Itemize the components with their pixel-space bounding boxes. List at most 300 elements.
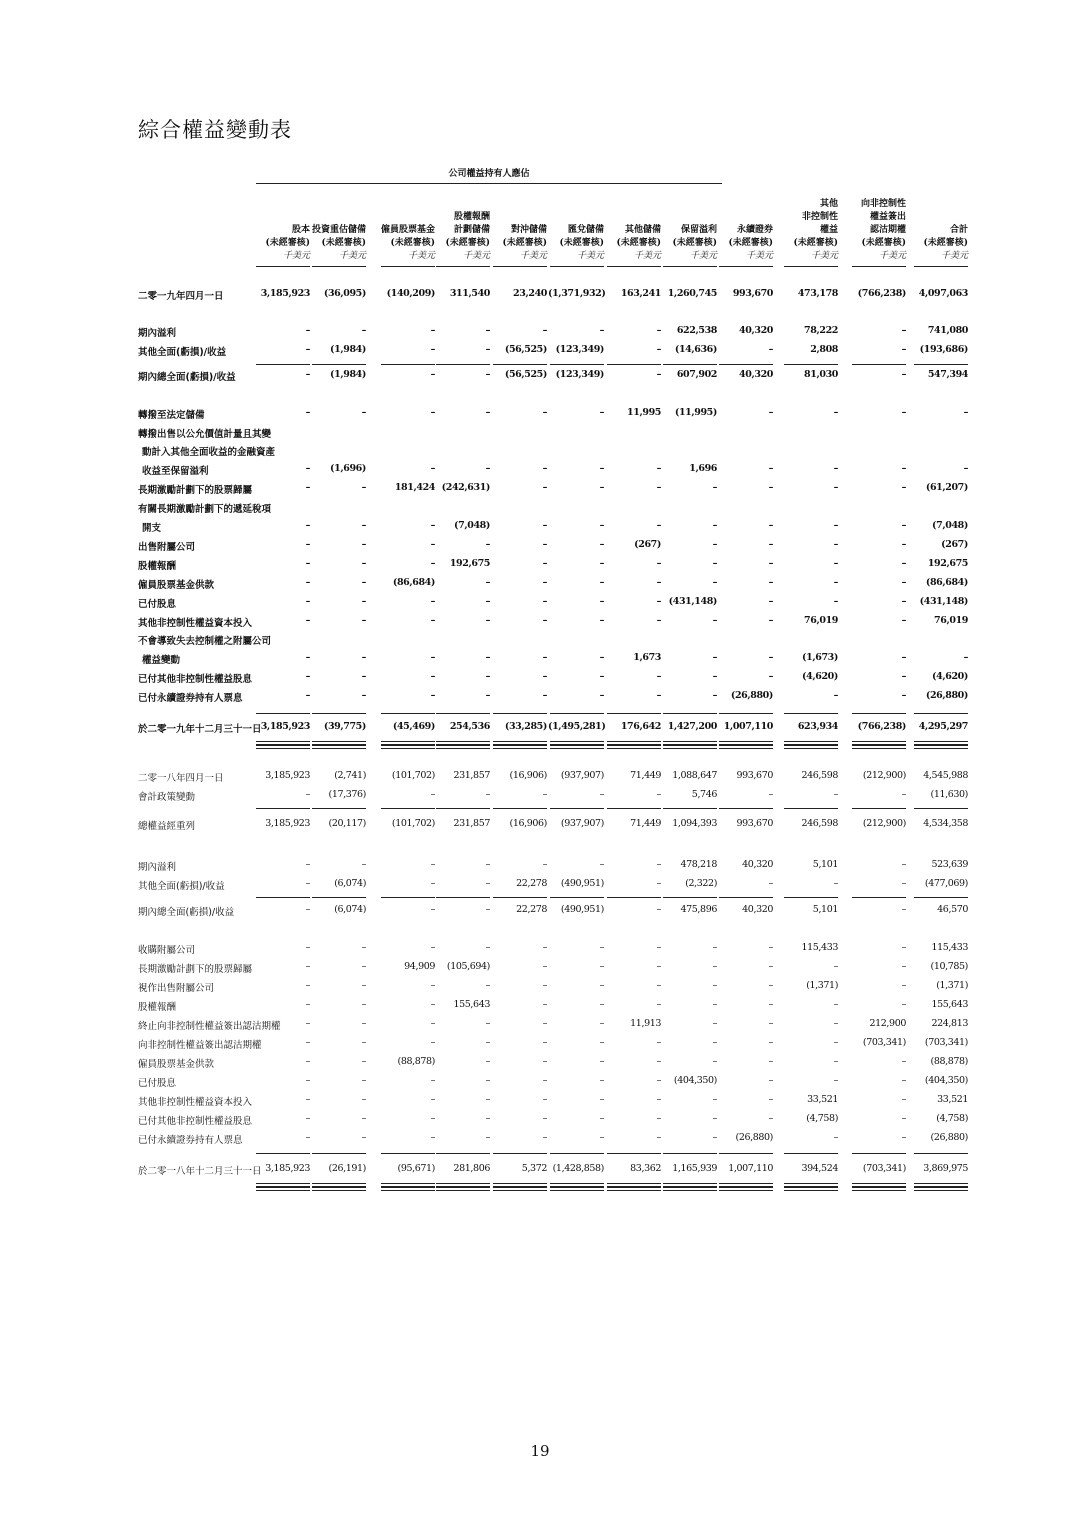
double-rule	[607, 1187, 661, 1191]
table-cell: –	[305, 344, 310, 355]
table-cell: –	[485, 904, 490, 915]
group-header: 公司權益持有人應佔	[256, 166, 722, 184]
table-cell: 473,178	[797, 288, 838, 299]
table-cell: –	[768, 1113, 773, 1124]
table-cell: –	[305, 1113, 310, 1124]
table-cell: –	[599, 577, 604, 588]
table-cell: (26,880)	[925, 690, 968, 701]
table-cell: –	[768, 1018, 773, 1029]
table-cell: –	[305, 520, 310, 531]
table-cell: 33,521	[807, 1094, 838, 1105]
table-cell: –	[656, 1056, 661, 1067]
table-cell: –	[542, 671, 547, 682]
table-cell: (490,951)	[560, 878, 604, 889]
table-cell: –	[768, 407, 773, 418]
single-rule	[436, 808, 490, 809]
table-cell: (766,238)	[857, 721, 906, 732]
table-cell: (6,074)	[334, 878, 366, 889]
row-label: 轉撥至法定儲備	[138, 410, 205, 421]
table-cell: –	[485, 1037, 490, 1048]
table-cell: –	[901, 904, 906, 915]
table-cell: (193,686)	[919, 344, 968, 355]
row-label: 僱員股票基金供款	[138, 580, 215, 591]
table-cell: –	[833, 463, 838, 474]
single-rule	[436, 713, 490, 714]
row-label: 股權報酬	[138, 1002, 177, 1013]
column-header-line: 權益	[819, 225, 838, 235]
table-cell: (16,906)	[509, 770, 547, 781]
table-cell: –	[542, 1037, 547, 1048]
table-cell: –	[542, 980, 547, 991]
single-rule	[719, 897, 773, 898]
table-cell: –	[599, 1132, 604, 1143]
table-cell: –	[599, 690, 604, 701]
single-rule	[607, 1153, 661, 1154]
table-cell: 1,260,745	[667, 288, 717, 299]
table-cell: –	[542, 325, 547, 336]
table-cell: –	[430, 942, 435, 953]
table-cell: –	[712, 671, 717, 682]
table-cell: 40,320	[742, 904, 773, 915]
single-rule	[852, 808, 906, 809]
table-cell: –	[430, 1018, 435, 1029]
table-cell: –	[305, 596, 310, 607]
table-cell: 192,675	[449, 558, 490, 569]
table-cell: –	[901, 558, 906, 569]
single-rule	[784, 897, 838, 898]
table-cell: –	[901, 344, 906, 355]
single-rule	[607, 808, 661, 809]
single-rule	[663, 266, 717, 267]
table-cell: (1,673)	[802, 652, 838, 663]
table-cell: –	[833, 1132, 838, 1143]
table-cell: –	[485, 1056, 490, 1067]
column-unit: 千美元	[462, 251, 490, 261]
table-cell: (212,900)	[862, 770, 906, 781]
column-header-line: (未經審核)	[321, 238, 366, 248]
table-cell: 4,534,358	[923, 818, 968, 829]
table-cell: (105,694)	[446, 961, 490, 972]
row-label: 其他全面(虧損)/收益	[138, 881, 225, 892]
single-rule	[493, 364, 547, 365]
table-cell: (1,696)	[330, 463, 366, 474]
single-rule	[550, 713, 604, 714]
table-cell: 741,080	[927, 325, 968, 336]
row-label: 會計政策變動	[138, 792, 196, 803]
row-label: 向非控制性權益簽出認沽期權	[138, 1040, 262, 1051]
page-title: 綜合權益變動表	[138, 118, 292, 142]
row-label: 已付其他非控制性權益股息	[138, 1116, 253, 1127]
row-label: 已付其他非控制性權益股息	[138, 674, 253, 685]
table-cell: –	[599, 463, 604, 474]
double-rule	[381, 745, 435, 749]
table-cell: –	[768, 789, 773, 800]
table-cell: –	[542, 615, 547, 626]
table-cell: –	[901, 1132, 906, 1143]
table-cell: –	[833, 596, 838, 607]
table-cell: –	[656, 596, 661, 607]
table-cell: –	[361, 961, 366, 972]
table-cell: (242,631)	[441, 482, 490, 493]
table-cell: –	[305, 961, 310, 972]
table-cell: –	[430, 344, 435, 355]
table-cell: –	[542, 859, 547, 870]
row-label: 期內總全面(虧損)/收益	[138, 372, 236, 383]
table-cell: –	[485, 980, 490, 991]
table-cell: (2,322)	[685, 878, 717, 889]
column-header-line: 權益簽出	[869, 212, 906, 222]
table-cell: –	[485, 878, 490, 889]
table-cell: –	[833, 789, 838, 800]
double-rule	[256, 745, 310, 749]
column-unit: 千美元	[282, 251, 310, 261]
table-cell: –	[656, 558, 661, 569]
table-cell: 22,278	[516, 904, 547, 915]
table-cell: –	[542, 1132, 547, 1143]
column-header-line: 對沖儲備	[510, 225, 547, 235]
table-cell: –	[712, 558, 717, 569]
single-rule	[256, 897, 310, 898]
table-cell: –	[599, 558, 604, 569]
table-cell: 22,278	[516, 878, 547, 889]
table-cell: –	[901, 577, 906, 588]
table-cell: (88,878)	[930, 1056, 968, 1067]
table-cell: –	[712, 539, 717, 550]
double-rule	[436, 1187, 490, 1191]
table-cell: –	[599, 596, 604, 607]
table-cell: –	[901, 539, 906, 550]
single-rule	[852, 897, 906, 898]
table-cell: –	[833, 558, 838, 569]
table-cell: –	[833, 539, 838, 550]
table-cell: (16,906)	[509, 818, 547, 829]
single-rule	[784, 266, 838, 267]
single-rule	[719, 266, 773, 267]
table-cell: –	[430, 407, 435, 418]
table-cell: (267)	[941, 539, 968, 550]
row-label: 不會導致失去控制權之附屬公司	[138, 636, 272, 647]
table-cell: –	[305, 1132, 310, 1143]
table-cell: –	[712, 577, 717, 588]
single-rule	[256, 713, 310, 714]
table-cell: –	[361, 942, 366, 953]
single-rule	[719, 713, 773, 714]
table-cell: –	[430, 1132, 435, 1143]
table-cell: 3,185,923	[265, 1163, 310, 1174]
double-rule	[784, 745, 838, 749]
table-cell: (1,984)	[330, 369, 366, 380]
table-cell: –	[901, 325, 906, 336]
table-cell: –	[305, 1037, 310, 1048]
table-cell: –	[542, 407, 547, 418]
table-cell: –	[305, 539, 310, 550]
table-cell: –	[542, 482, 547, 493]
table-cell: 246,598	[801, 770, 838, 781]
table-cell: –	[485, 1018, 490, 1029]
table-cell: –	[430, 999, 435, 1010]
column-header-line: (未經審核)	[445, 238, 490, 248]
table-cell: –	[901, 961, 906, 972]
table-cell: –	[542, 999, 547, 1010]
table-cell: (101,702)	[391, 818, 435, 829]
table-cell: (1,371)	[936, 980, 968, 991]
column-header-line: 永續證券	[736, 225, 773, 235]
table-cell: 3,185,923	[265, 770, 310, 781]
column-header	[784, 198, 838, 263]
column-header	[312, 224, 366, 263]
table-cell: –	[656, 904, 661, 915]
table-cell: –	[901, 1113, 906, 1124]
column-header-line: 股權報酬	[453, 212, 490, 222]
table-cell: –	[430, 325, 435, 336]
column-unit: 千美元	[878, 251, 906, 261]
table-cell: –	[768, 942, 773, 953]
table-cell: 1,088,647	[672, 770, 717, 781]
table-cell: –	[361, 615, 366, 626]
column-unit: 千美元	[940, 251, 968, 261]
table-cell: –	[712, 615, 717, 626]
table-cell: –	[656, 980, 661, 991]
single-rule	[381, 808, 435, 809]
single-rule	[493, 1153, 547, 1154]
table-cell: –	[901, 999, 906, 1010]
table-cell: 547,394	[927, 369, 968, 380]
column-unit: 千美元	[633, 251, 661, 261]
table-cell: –	[833, 878, 838, 889]
table-cell: –	[656, 942, 661, 953]
table-cell: –	[599, 615, 604, 626]
column-header-line: 其他	[819, 199, 838, 209]
table-cell: –	[768, 577, 773, 588]
table-cell: 176,642	[620, 721, 661, 732]
table-cell: (14,636)	[674, 344, 717, 355]
table-cell: –	[833, 482, 838, 493]
row-label: 已付股息	[138, 599, 177, 610]
page-number: 19	[530, 1442, 550, 1460]
table-cell: (937,907)	[560, 818, 604, 829]
single-rule	[550, 364, 604, 365]
table-cell: 4,097,063	[918, 288, 968, 299]
table-cell: (267)	[634, 539, 661, 550]
table-cell: –	[485, 1132, 490, 1143]
table-cell: (431,148)	[668, 596, 717, 607]
table-cell: –	[305, 1094, 310, 1105]
table-cell: (766,238)	[857, 288, 906, 299]
table-cell: (36,095)	[323, 288, 366, 299]
row-label: 期內溢利	[138, 328, 177, 339]
table-cell: (431,148)	[919, 596, 968, 607]
table-cell: –	[833, 1075, 838, 1086]
table-cell: –	[656, 369, 661, 380]
single-rule	[550, 1153, 604, 1154]
table-cell: –	[485, 1075, 490, 1086]
table-cell: –	[599, 520, 604, 531]
column-header-line: (未經審核)	[861, 238, 906, 248]
single-rule	[607, 897, 661, 898]
table-cell: –	[656, 344, 661, 355]
column-header-line: (未經審核)	[923, 238, 968, 248]
table-cell: –	[430, 615, 435, 626]
single-rule	[256, 1153, 310, 1154]
table-cell: 993,670	[736, 770, 773, 781]
table-cell: –	[768, 999, 773, 1010]
row-label: 其他非控制性權益資本投入	[138, 618, 253, 629]
single-rule	[493, 897, 547, 898]
column-header	[550, 224, 604, 263]
row-label: 收益至保留溢利	[142, 466, 209, 477]
table-cell: –	[712, 1056, 717, 1067]
table-cell: (212,900)	[862, 818, 906, 829]
table-cell: 212,900	[869, 1018, 906, 1029]
double-rule	[719, 745, 773, 749]
table-cell: –	[305, 878, 310, 889]
single-rule	[256, 808, 310, 809]
table-cell: –	[361, 1056, 366, 1067]
table-cell: –	[963, 463, 968, 474]
row-label: 動計入其他全面收益的金融資產	[142, 447, 276, 458]
single-rule	[312, 1153, 366, 1154]
row-label: 股權報酬	[138, 561, 177, 572]
column-header-line: 匯兌儲備	[567, 225, 604, 235]
table-cell: –	[305, 942, 310, 953]
table-cell: –	[712, 652, 717, 663]
table-cell: –	[485, 690, 490, 701]
table-cell: –	[305, 482, 310, 493]
table-cell: (61,207)	[925, 482, 968, 493]
table-cell: –	[485, 325, 490, 336]
row-label: 長期激勵計劃下的股票歸屬	[138, 964, 253, 975]
single-rule	[436, 1153, 490, 1154]
table-cell: –	[768, 344, 773, 355]
table-cell: –	[712, 482, 717, 493]
single-rule	[312, 897, 366, 898]
column-unit: 千美元	[519, 251, 547, 261]
table-cell: 394,524	[801, 1163, 838, 1174]
table-cell: 23,240	[513, 288, 547, 299]
table-cell: 11,913	[630, 1018, 661, 1029]
table-cell: 33,521	[937, 1094, 968, 1105]
table-cell: –	[305, 652, 310, 663]
row-label: 已付股息	[138, 1078, 177, 1089]
table-cell: 163,241	[620, 288, 661, 299]
table-cell: 281,806	[453, 1163, 490, 1174]
table-cell: –	[768, 1094, 773, 1105]
column-header	[256, 224, 310, 263]
table-cell: (937,907)	[560, 770, 604, 781]
row-label: 已付永續證券持有人票息	[138, 1135, 243, 1146]
table-cell: (4,758)	[936, 1113, 968, 1124]
table-cell: –	[599, 1018, 604, 1029]
table-cell: –	[361, 407, 366, 418]
table-cell: (4,620)	[802, 671, 838, 682]
table-cell: (33,285)	[504, 721, 547, 732]
table-cell: –	[305, 671, 310, 682]
single-rule	[914, 808, 968, 809]
table-cell: –	[656, 577, 661, 588]
table-cell: (26,880)	[735, 1132, 773, 1143]
table-cell: –	[485, 652, 490, 663]
table-cell: –	[361, 652, 366, 663]
table-cell: –	[485, 942, 490, 953]
table-cell: –	[305, 577, 310, 588]
table-cell: –	[833, 577, 838, 588]
table-cell: –	[485, 344, 490, 355]
table-cell: –	[768, 878, 773, 889]
table-cell: 4,545,988	[923, 770, 968, 781]
table-cell: (88,878)	[397, 1056, 435, 1067]
single-rule	[914, 266, 968, 267]
single-rule	[914, 364, 968, 365]
column-unit: 千美元	[338, 251, 366, 261]
table-cell: –	[599, 980, 604, 991]
table-cell: –	[305, 999, 310, 1010]
table-cell: 311,540	[449, 288, 490, 299]
table-cell: 1,696	[689, 463, 717, 474]
table-cell: (140,209)	[386, 288, 435, 299]
table-cell: 3,869,975	[923, 1163, 968, 1174]
double-rule	[493, 1187, 547, 1191]
table-cell: –	[361, 325, 366, 336]
table-cell: –	[542, 1056, 547, 1067]
double-rule	[607, 745, 661, 749]
double-rule	[663, 745, 717, 749]
table-cell: (404,350)	[673, 1075, 717, 1086]
table-cell: –	[542, 652, 547, 663]
table-cell: –	[485, 1094, 490, 1105]
single-rule	[381, 897, 435, 898]
row-label: 總權益經重列	[138, 821, 196, 832]
table-cell: (101,702)	[391, 770, 435, 781]
table-cell: 3,185,923	[260, 288, 310, 299]
single-rule	[663, 808, 717, 809]
table-cell: (26,880)	[930, 1132, 968, 1143]
table-cell: –	[361, 558, 366, 569]
table-cell: –	[305, 615, 310, 626]
double-rule	[914, 745, 968, 749]
table-cell: 622,538	[676, 325, 717, 336]
row-label: 開支	[142, 523, 162, 534]
table-cell: –	[542, 789, 547, 800]
column-header-line: 非控制性	[801, 212, 838, 222]
table-cell: –	[712, 942, 717, 953]
column-header-line: (未經審核)	[559, 238, 604, 248]
table-cell: 2,808	[810, 344, 838, 355]
double-rule	[550, 745, 604, 749]
column-header-line: (未經審核)	[728, 238, 773, 248]
table-cell: –	[833, 1056, 838, 1067]
table-cell: –	[656, 1113, 661, 1124]
table-cell: –	[599, 859, 604, 870]
table-cell: –	[656, 520, 661, 531]
table-cell: 4,295,297	[918, 721, 968, 732]
column-header	[493, 224, 547, 263]
column-header	[381, 224, 435, 263]
table-cell: 115,433	[801, 942, 838, 953]
single-rule	[663, 1153, 717, 1154]
table-cell: –	[712, 1094, 717, 1105]
table-cell: –	[768, 652, 773, 663]
table-cell: –	[901, 407, 906, 418]
table-cell: –	[430, 789, 435, 800]
table-cell: –	[768, 558, 773, 569]
table-cell: 231,857	[453, 770, 490, 781]
table-cell: –	[768, 961, 773, 972]
single-rule	[852, 364, 906, 365]
table-cell: (56,525)	[504, 369, 547, 380]
table-cell: –	[361, 482, 366, 493]
table-cell: –	[485, 859, 490, 870]
table-cell: –	[361, 671, 366, 682]
